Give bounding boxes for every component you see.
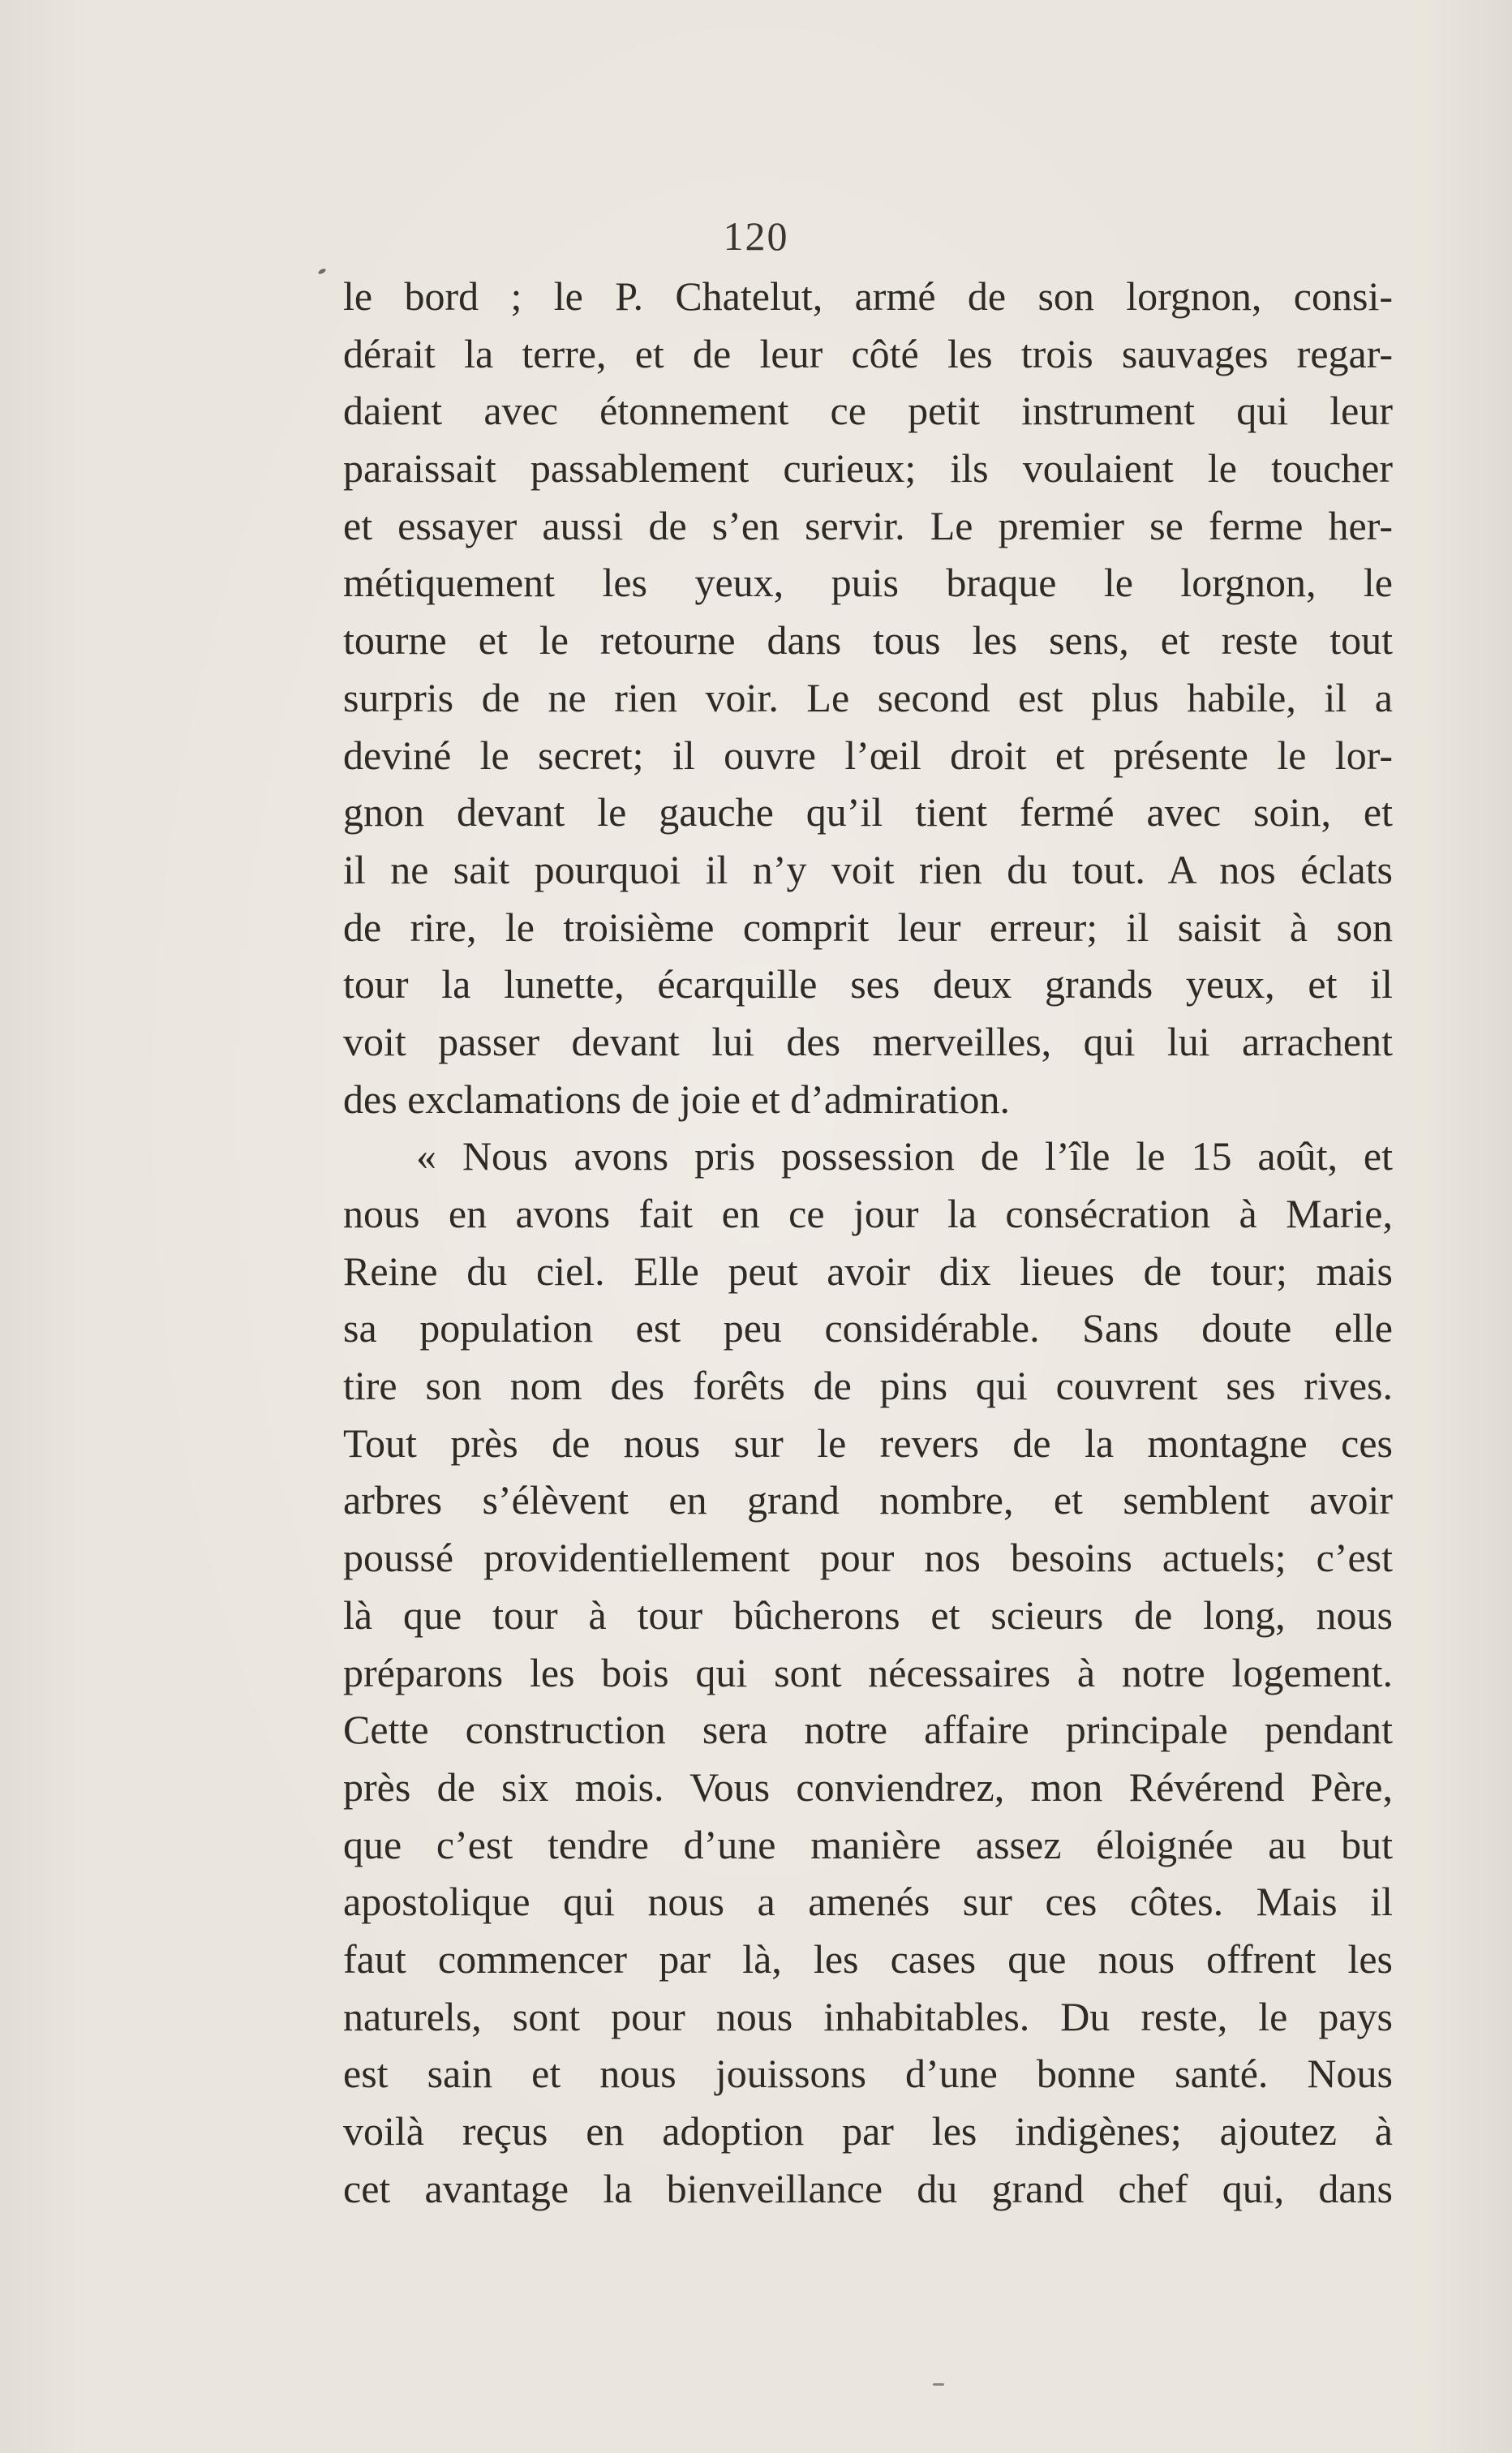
text-line: arbres s’élèvent en grand nombre, et semblent avoir — [343, 1477, 1393, 1523]
text-line: apostolique qui nous a amenés sur ces côtes. Mais il — [343, 1879, 1393, 1925]
text-line: gnon devant le gauche qu’il tient fermé avec soin, et — [343, 789, 1393, 836]
text-line: dérait la terre, et de leur côté les trois sauvages regar- — [343, 330, 1393, 376]
text-line: que c’est tendre d’une manière assez éloignée au but — [343, 1821, 1393, 1867]
text-line: là que tour à tour bûcherons et scieurs de long, nous — [343, 1592, 1393, 1638]
text-line: sa population est peu considérable. Sans doute elle — [343, 1305, 1393, 1351]
text-line: naturels, sont pour nous inhabitables. Du reste, le pays — [343, 1993, 1393, 2039]
text-line: métiquement les yeux, puis braque le lorgnon, le — [343, 560, 1393, 606]
text-line: et essayer aussi de s’en servir. Le premier se ferme her- — [343, 502, 1393, 548]
text-line: Reine du ciel. Elle peut avoir dix lieues de tour; mais — [343, 1248, 1393, 1294]
text-line: paraissait passablement curieux; ils voulaient le toucher — [343, 445, 1393, 492]
text-line: surpris de ne rien voir. Le second est plus habile, il a — [343, 674, 1393, 720]
text-line: Tout près de nous sur le revers de la montagne ces — [343, 1420, 1393, 1466]
text-line: poussé providentiellement pour nos besoins actuels; c’est — [343, 1535, 1393, 1581]
text-line: faut commencer par là, les cases que nous offrent les — [343, 1935, 1393, 1982]
text-line: de rire, le troisième comprit leur erreur; il saisit à son — [343, 904, 1393, 950]
text-line: cet avantage la bienveillance du grand chef qui, dans — [343, 2165, 1393, 2211]
text-line: près de six mois. Vous conviendrez, mon Révérend Père, — [343, 1763, 1393, 1810]
text-line: nous en avons fait en ce jour la consécration à Marie, — [343, 1191, 1393, 1236]
text-line: préparons les bois qui sont nécessaires à notre logement. — [343, 1649, 1393, 1695]
text-line: tire son nom des forêts de pins qui couvrent ses rives. — [343, 1363, 1393, 1409]
text-line: il ne sait pourquoi il n’y voit rien du tout. A nos éclats — [343, 846, 1393, 892]
text-line: tour la lunette, écarquille ses deux grands yeux, et il — [343, 961, 1393, 1007]
text-line: voit passer devant lui des merveilles, qui lui arrachent — [343, 1018, 1393, 1064]
text-line: voilà reçus en adoption par les indigènes; ajoutez à — [343, 2108, 1393, 2154]
body-text — [343, 268, 1393, 2217]
page-number: 120 — [723, 213, 789, 259]
ink-speck — [317, 268, 326, 275]
ink-speck — [933, 2383, 944, 2386]
text-line: Cette construction sera notre affaire principale pendant — [343, 1707, 1393, 1753]
text-line: tourne et le retourne dans tous les sens, et reste tout — [343, 617, 1393, 664]
text-line: daient avec étonnement ce petit instrument qui leur — [343, 388, 1393, 434]
text-line-paragraph-start: « Nous avons pris possession de l’île le 15 août, et — [416, 1133, 1393, 1179]
text-line: le bord ; le P. Chatelut, armé de son lorgnon, consi- — [343, 273, 1393, 319]
text-line-paragraph-end: des exclamations de joie et d’admiration. — [343, 1076, 1010, 1122]
text-line: est sain et nous jouissons d’une bonne santé. Nous — [343, 2051, 1393, 2097]
text-line: deviné le secret; il ouvre l’œil droit et présente le lor- — [343, 732, 1393, 778]
